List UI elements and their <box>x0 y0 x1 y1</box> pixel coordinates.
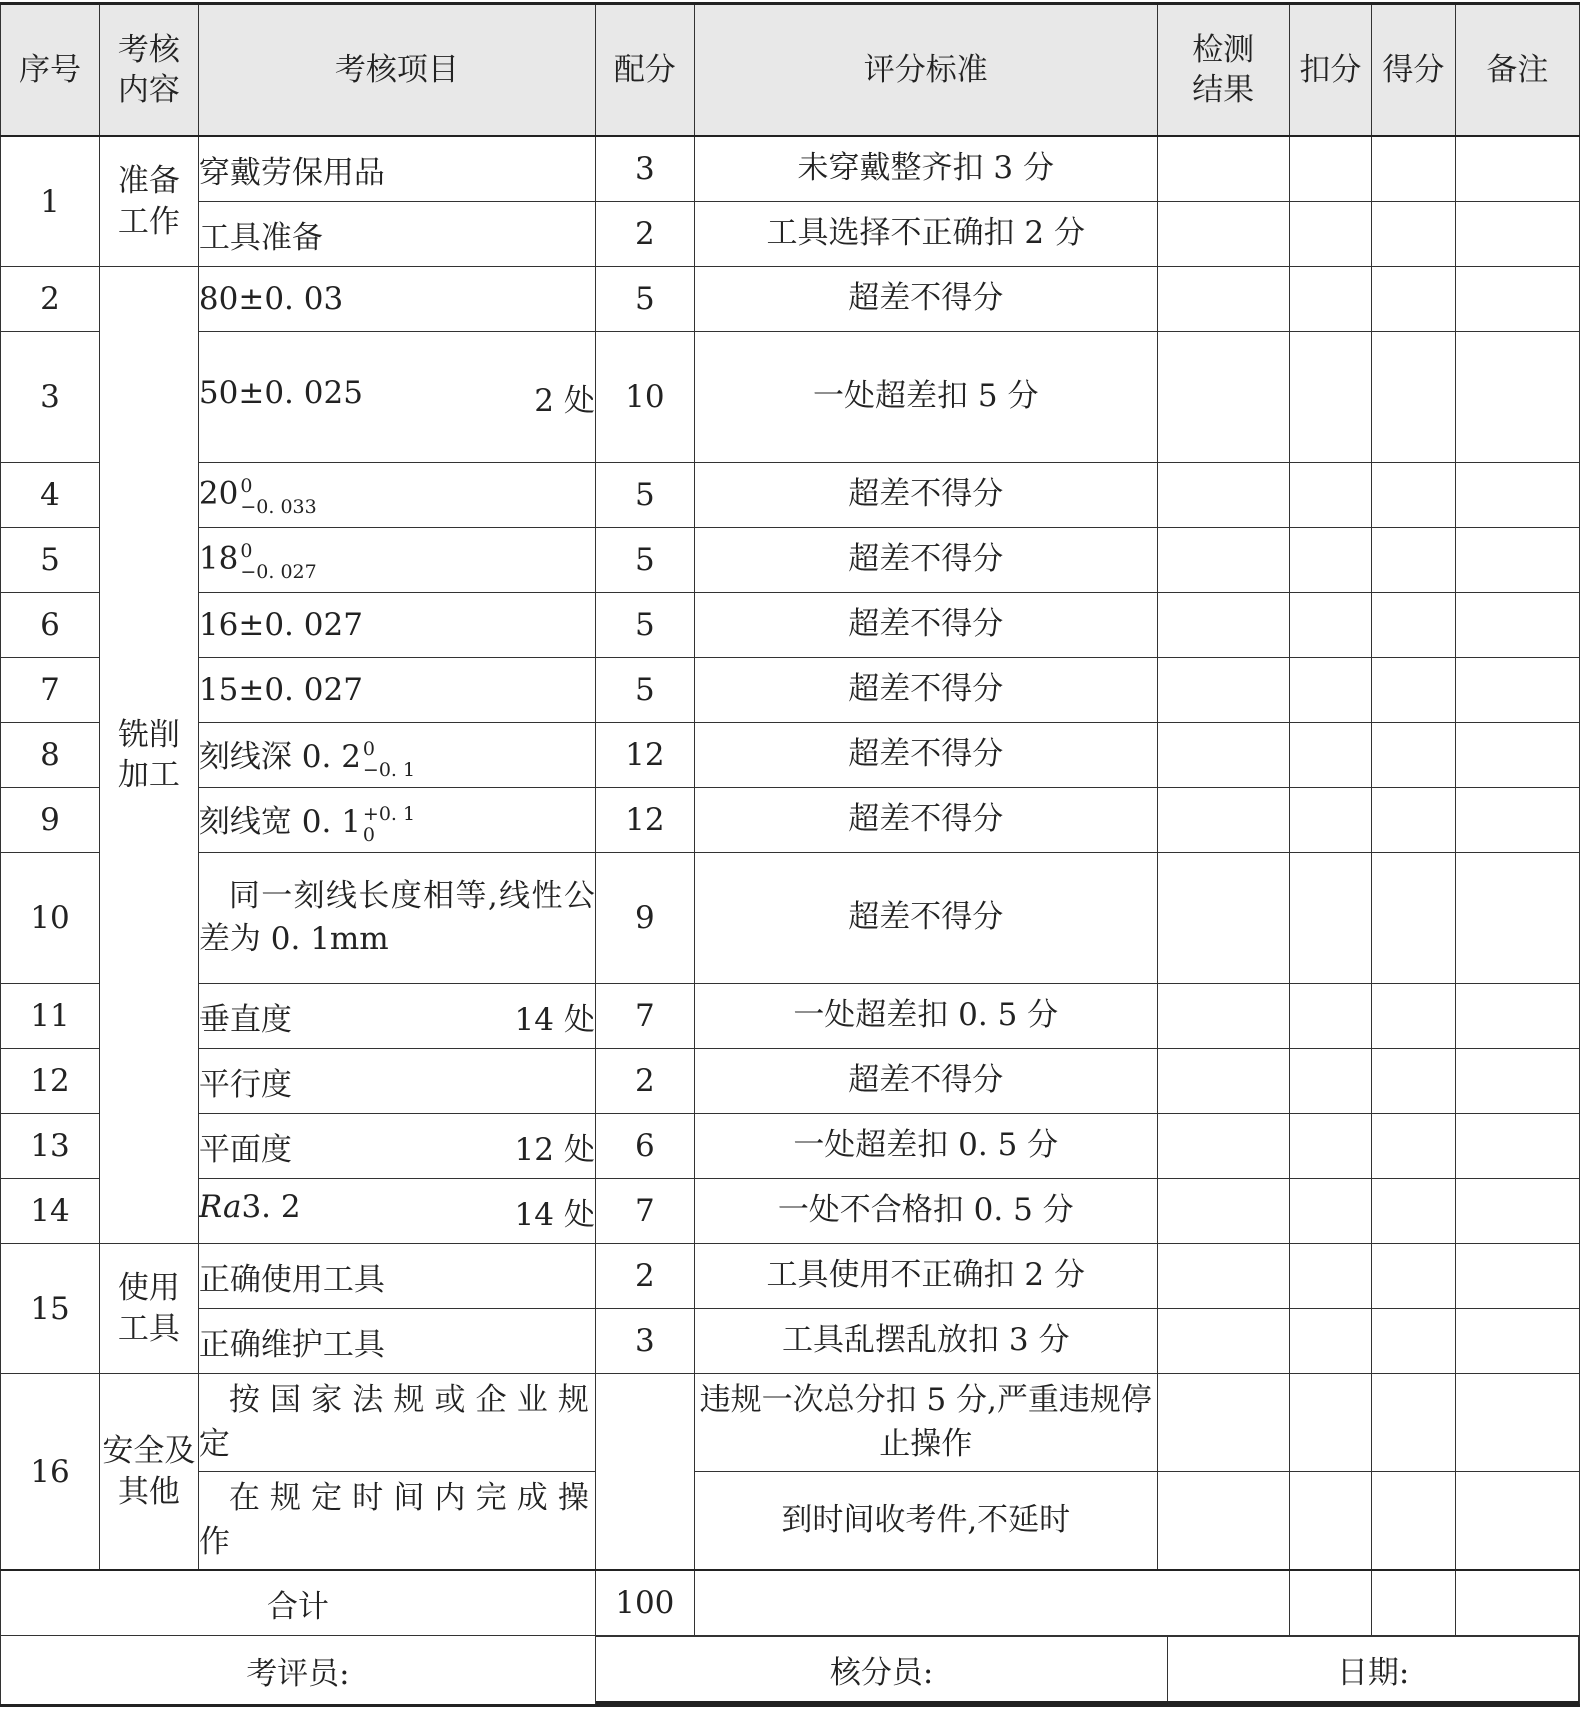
remark-cell[interactable] <box>1455 1472 1579 1571</box>
item-cell: 在规定时间内完成操作 <box>198 1472 595 1571</box>
total-deduct-cell[interactable] <box>1289 1570 1371 1636</box>
seq-cell: 13 <box>1 1114 100 1179</box>
points-cell: 3 <box>595 1309 694 1374</box>
detect-cell[interactable] <box>1157 332 1289 463</box>
group-tools: 使用工具 <box>99 1244 198 1374</box>
remark-cell[interactable] <box>1455 1179 1579 1244</box>
total-label: 合计 <box>1 1570 596 1636</box>
total-score-cell[interactable] <box>1372 1570 1456 1636</box>
points-cell: 5 <box>595 593 694 658</box>
remark-cell[interactable] <box>1455 1244 1579 1309</box>
remark-cell[interactable] <box>1455 267 1579 332</box>
seq-cell: 12 <box>1 1049 100 1114</box>
table-row <box>1 528 1580 593</box>
total-row <box>1 1570 1580 1636</box>
score-cell[interactable] <box>1372 853 1456 984</box>
detect-cell[interactable] <box>1157 788 1289 853</box>
deduct-cell[interactable] <box>1289 1244 1371 1309</box>
criteria-cell: 超差不得分 <box>694 593 1157 658</box>
table-row <box>1 853 1580 984</box>
criteria-cell: 超差不得分 <box>694 1049 1157 1114</box>
score-cell[interactable] <box>1372 202 1456 267</box>
points-cell: 2 <box>595 202 694 267</box>
seq-cell: 4 <box>1 463 100 528</box>
remark-cell[interactable] <box>1455 332 1579 463</box>
table-row <box>1 658 1580 723</box>
header-content: 考核内容 <box>99 4 198 137</box>
score-cell[interactable] <box>1372 1244 1456 1309</box>
deduct-cell[interactable] <box>1289 984 1371 1049</box>
score-cell[interactable] <box>1372 723 1456 788</box>
detect-cell[interactable] <box>1157 723 1289 788</box>
seq-cell: 2 <box>1 267 100 332</box>
item-cell: 垂直度 14 处 <box>198 984 595 1049</box>
points-cell: 2 <box>595 1244 694 1309</box>
criteria-cell: 超差不得分 <box>694 267 1157 332</box>
score-cell[interactable] <box>1372 1049 1456 1114</box>
item-cell: 20 0 −0. 033 <box>198 463 595 528</box>
table-row <box>1 202 1580 267</box>
score-cell[interactable] <box>1372 1309 1456 1374</box>
total-remark-cell[interactable] <box>1455 1570 1579 1636</box>
table-row <box>1 1244 1580 1309</box>
item-cell: 80±0. 03 <box>198 267 595 332</box>
criteria-cell: 超差不得分 <box>694 788 1157 853</box>
tolerance: 0 −0. 027 <box>240 540 317 583</box>
table-row <box>1 267 1580 332</box>
detect-cell[interactable] <box>1157 1049 1289 1114</box>
score-cell[interactable] <box>1372 1114 1456 1179</box>
scorer-field[interactable]: 核分员: <box>596 1637 1168 1703</box>
deduct-cell[interactable] <box>1289 463 1371 528</box>
seq-cell: 11 <box>1 984 100 1049</box>
seq-cell: 8 <box>1 723 100 788</box>
points-cell: 6 <box>595 1114 694 1179</box>
score-cell[interactable] <box>1372 984 1456 1049</box>
points-cell: 5 <box>595 463 694 528</box>
remark-cell[interactable] <box>1455 136 1579 202</box>
header-score: 得分 <box>1372 4 1456 137</box>
criteria-cell: 工具选择不正确扣 2 分 <box>694 202 1157 267</box>
score-cell[interactable] <box>1372 1472 1456 1571</box>
table-row <box>1 1472 1580 1571</box>
detect-cell[interactable] <box>1157 658 1289 723</box>
remark-cell[interactable] <box>1455 593 1579 658</box>
remark-cell[interactable] <box>1455 1374 1579 1472</box>
criteria-cell: 超差不得分 <box>694 658 1157 723</box>
deduct-cell[interactable] <box>1289 723 1371 788</box>
table-row <box>1 1049 1580 1114</box>
points-cell: 12 <box>595 788 694 853</box>
detect-cell[interactable] <box>1157 1179 1289 1244</box>
criteria-cell: 未穿戴整齐扣 3 分 <box>694 136 1157 202</box>
remark-cell[interactable] <box>1455 528 1579 593</box>
seq-cell: 6 <box>1 593 100 658</box>
item-cell: 50±0. 025 2 处 <box>198 332 595 463</box>
criteria-cell: 一处超差扣 0. 5 分 <box>694 1114 1157 1179</box>
seq-cell: 16 <box>1 1374 100 1571</box>
item-cell: 正确使用工具 <box>198 1244 595 1309</box>
criteria-cell: 违规一次总分扣 5 分,严重违规停止操作 <box>694 1374 1157 1472</box>
seq-cell: 10 <box>1 853 100 984</box>
table-row <box>1 1309 1580 1374</box>
table-row <box>1 593 1580 658</box>
remark-cell[interactable] <box>1455 853 1579 984</box>
table-row <box>1 788 1580 853</box>
item-cell: 工具准备 <box>198 202 595 267</box>
deduct-cell[interactable] <box>1289 332 1371 463</box>
item-cell: 穿戴劳保用品 <box>198 136 595 202</box>
score-cell[interactable] <box>1372 593 1456 658</box>
deduct-cell[interactable] <box>1289 658 1371 723</box>
criteria-cell: 一处超差扣 5 分 <box>694 332 1157 463</box>
score-cell[interactable] <box>1372 788 1456 853</box>
deduct-cell[interactable] <box>1289 1374 1371 1472</box>
header-row <box>1 4 1580 137</box>
table-row <box>1 136 1580 202</box>
table-row <box>1 463 1580 528</box>
table-row <box>1 332 1580 463</box>
score-cell[interactable] <box>1372 1179 1456 1244</box>
points-cell: 12 <box>595 723 694 788</box>
table-row <box>1 984 1580 1049</box>
remark-cell[interactable] <box>1455 1114 1579 1179</box>
remark-cell[interactable] <box>1455 658 1579 723</box>
points-cell <box>595 1374 694 1571</box>
item-cell: 15±0. 027 <box>198 658 595 723</box>
deduct-cell[interactable] <box>1289 1179 1371 1244</box>
deduct-cell[interactable] <box>1289 136 1371 202</box>
detect-cell[interactable] <box>1157 984 1289 1049</box>
points-cell: 10 <box>595 332 694 463</box>
item-cell: 平行度 <box>198 1049 595 1114</box>
seq-cell: 5 <box>1 528 100 593</box>
table-row <box>1 1374 1580 1472</box>
deduct-cell[interactable] <box>1289 267 1371 332</box>
score-cell[interactable] <box>1372 658 1456 723</box>
header-item: 考核项目 <box>198 4 595 137</box>
score-cell[interactable] <box>1372 1374 1456 1472</box>
points-cell: 5 <box>595 267 694 332</box>
remark-cell[interactable] <box>1455 1309 1579 1374</box>
tolerance: 0 −0. 1 <box>362 738 416 782</box>
item-cell: 按国家法规或企业规定 <box>198 1374 595 1472</box>
group-prep: 准备工作 <box>99 136 198 267</box>
item-cell: 18 0 −0. 027 <box>198 528 595 593</box>
score-cell[interactable] <box>1372 136 1456 202</box>
deduct-cell[interactable] <box>1289 853 1371 984</box>
detect-cell[interactable] <box>1157 1472 1289 1571</box>
deduct-cell[interactable] <box>1289 1472 1371 1571</box>
remark-cell[interactable] <box>1455 463 1579 528</box>
detect-cell[interactable] <box>1157 593 1289 658</box>
criteria-cell: 到时间收考件,不延时 <box>694 1472 1157 1571</box>
item-cell: 正确维护工具 <box>198 1309 595 1374</box>
date-field[interactable]: 日期: <box>1168 1637 1579 1703</box>
criteria-cell: 超差不得分 <box>694 463 1157 528</box>
seq-cell: 9 <box>1 788 100 853</box>
seq-cell: 14 <box>1 1179 100 1244</box>
detect-cell[interactable] <box>1157 463 1289 528</box>
score-cell[interactable] <box>1372 463 1456 528</box>
header-seq: 序号 <box>1 4 100 137</box>
criteria-cell: 一处超差扣 0. 5 分 <box>694 984 1157 1049</box>
item-cell: 刻线深 0. 2 0 −0. 1 <box>198 723 595 788</box>
item-cell: 刻线宽 0. 1 +0. 1 0 <box>198 788 595 853</box>
table-row <box>1 1179 1580 1244</box>
seq-cell: 7 <box>1 658 100 723</box>
item-cell: 平面度 12 处 <box>198 1114 595 1179</box>
deduct-cell[interactable] <box>1289 202 1371 267</box>
criteria-cell: 超差不得分 <box>694 853 1157 984</box>
score-cell[interactable] <box>1372 267 1456 332</box>
detect-cell[interactable] <box>1157 202 1289 267</box>
points-cell: 3 <box>595 136 694 202</box>
points-cell: 5 <box>595 658 694 723</box>
detect-cell[interactable] <box>1157 853 1289 984</box>
score-cell[interactable] <box>1372 528 1456 593</box>
remark-cell[interactable] <box>1455 723 1579 788</box>
points-cell: 9 <box>595 853 694 984</box>
item-cell: 同一刻线长度相等,线性公差为 0. 1mm <box>198 853 595 984</box>
remark-cell[interactable] <box>1455 984 1579 1049</box>
seq-cell: 1 <box>1 136 100 267</box>
detect-cell[interactable] <box>1157 1309 1289 1374</box>
assessment-table <box>0 2 1580 1707</box>
criteria-cell: 超差不得分 <box>694 723 1157 788</box>
detect-cell[interactable] <box>1157 267 1289 332</box>
tolerance: +0. 1 0 <box>362 803 416 847</box>
criteria-cell: 工具乱摆乱放扣 3 分 <box>694 1309 1157 1374</box>
item-cell: 16±0. 027 <box>198 593 595 658</box>
detect-cell[interactable] <box>1157 1374 1289 1472</box>
header-points: 配分 <box>595 4 694 137</box>
item-cell: Ra3. 2 14 处 <box>198 1179 595 1244</box>
header-remark: 备注 <box>1455 4 1579 137</box>
deduct-cell[interactable] <box>1289 1114 1371 1179</box>
points-cell: 5 <box>595 528 694 593</box>
points-cell: 2 <box>595 1049 694 1114</box>
table-row <box>1 1114 1580 1179</box>
deduct-cell[interactable] <box>1289 788 1371 853</box>
header-criteria: 评分标准 <box>694 4 1157 137</box>
criteria-cell: 超差不得分 <box>694 528 1157 593</box>
points-cell: 7 <box>595 984 694 1049</box>
group-milling: 铣削加工 <box>99 267 198 1244</box>
deduct-cell[interactable] <box>1289 593 1371 658</box>
total-detect-cell[interactable] <box>694 1570 1289 1636</box>
detect-cell[interactable] <box>1157 1114 1289 1179</box>
table-row <box>1 723 1580 788</box>
deduct-cell[interactable] <box>1289 1309 1371 1374</box>
header-detect: 检测结果 <box>1157 4 1289 137</box>
header-deduct: 扣分 <box>1289 4 1371 137</box>
deduct-cell[interactable] <box>1289 1049 1371 1114</box>
signature-row <box>1 1636 1580 1706</box>
criteria-cell: 一处不合格扣 0. 5 分 <box>694 1179 1157 1244</box>
seq-cell: 3 <box>1 332 100 463</box>
tolerance: 0 −0. 033 <box>240 475 317 518</box>
deduct-cell[interactable] <box>1289 528 1371 593</box>
examiner-field[interactable]: 考评员: <box>1 1636 596 1706</box>
seq-cell: 15 <box>1 1244 100 1374</box>
detect-cell[interactable] <box>1157 136 1289 202</box>
criteria-cell: 工具使用不正确扣 2 分 <box>694 1244 1157 1309</box>
points-cell: 7 <box>595 1179 694 1244</box>
remark-cell[interactable] <box>1455 202 1579 267</box>
score-cell[interactable] <box>1372 332 1456 463</box>
detect-cell[interactable] <box>1157 528 1289 593</box>
detect-cell[interactable] <box>1157 1244 1289 1309</box>
group-safety: 安全及其他 <box>99 1374 198 1571</box>
remark-cell[interactable] <box>1455 788 1579 853</box>
total-points: 100 <box>595 1570 694 1636</box>
remark-cell[interactable] <box>1455 1049 1579 1114</box>
